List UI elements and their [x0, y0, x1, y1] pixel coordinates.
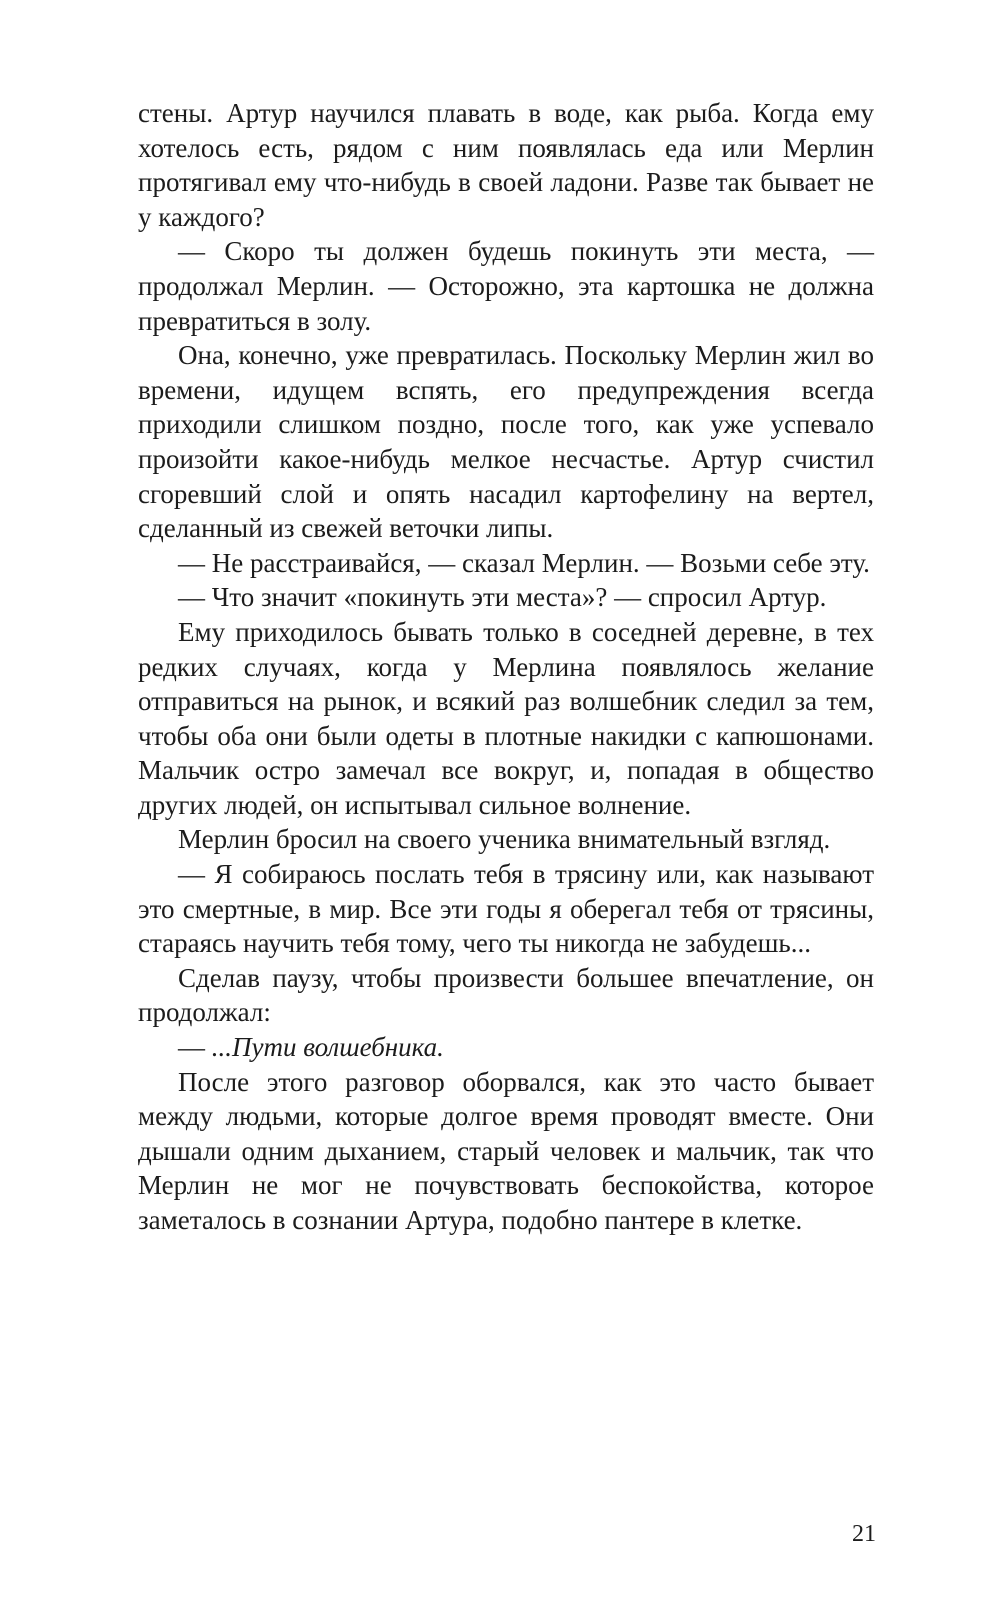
- italic-text: ...Пути волшебника.: [211, 1032, 444, 1063]
- dialogue-dash: —: [178, 1032, 212, 1063]
- paragraph: Она, конечно, уже превратилась. Поскольку Мерлин жил во времени, идущем вспять, его предупреждения всегда приходили слишком поздно, после того, как уже успевало произойти какое-нибудь мелкое несчастье. Артур счистил сгоревший слой и опять насадил картофелину на вертел, сделанный из свежей веточки липы.: [138, 340, 874, 544]
- paragraph-continuation: стены. Артур научился плавать в воде, как рыба. Когда ему хотелось есть, рядом с ним появлялась еда или Мерлин протягивал ему что-нибудь в своей ладони. Разве так бывает не у каждого?: [138, 98, 874, 232]
- page-number: 21: [852, 1521, 876, 1547]
- paragraph: Ему приходилось бывать только в соседней деревне, в тех редких случаях, когда у Мерлина появлялось желание отправиться на рынок, и всякий раз волшебник следил за тем, чтобы оба они были одеты в плотные накидки с капюшонами. Мальчик остро замечал все вокруг, и, попадая в общество других людей, он испытывал сильное волнение.: [138, 616, 874, 820]
- paragraph-dialogue: — Я собираюсь послать тебя в трясину или, как называют это смертные, в мир. Все эти годы я оберегал тебя от трясины, стараясь научить тебя тому, чего ты никогда не забудешь...: [138, 859, 874, 959]
- paragraph-dialogue: — Скоро ты должен будешь покинуть эти места, — продолжал Мерлин. — Осторожно, эта картошка не должна превратиться в золу.: [138, 236, 874, 336]
- paragraph-dialogue: — Не расстраивайся, — сказал Мерлин. — Возьми себе эту.: [178, 547, 870, 578]
- paragraph: После этого разговор оборвался, как это часто бывает между людьми, которые долгое время проводят вместе. Они дышали одним дыханием, старый человек и мальчик, так что Мерлин не мог не почувствовать беспокойства, которое заметалось в сознании Артура, подобно пантере в клетке.: [138, 1066, 874, 1235]
- paragraph-italic-dialogue: [138, 1030, 874, 1065]
- body-text: [138, 96, 874, 1238]
- paragraph: Сделав паузу, чтобы произвести большее впечатление, он продолжал:: [138, 962, 874, 1028]
- paragraph: Мерлин бросил на своего ученика внимательный взгляд.: [178, 824, 831, 855]
- paragraph-dialogue: — Что значит «покинуть эти места»? — спросил Артур.: [178, 582, 827, 613]
